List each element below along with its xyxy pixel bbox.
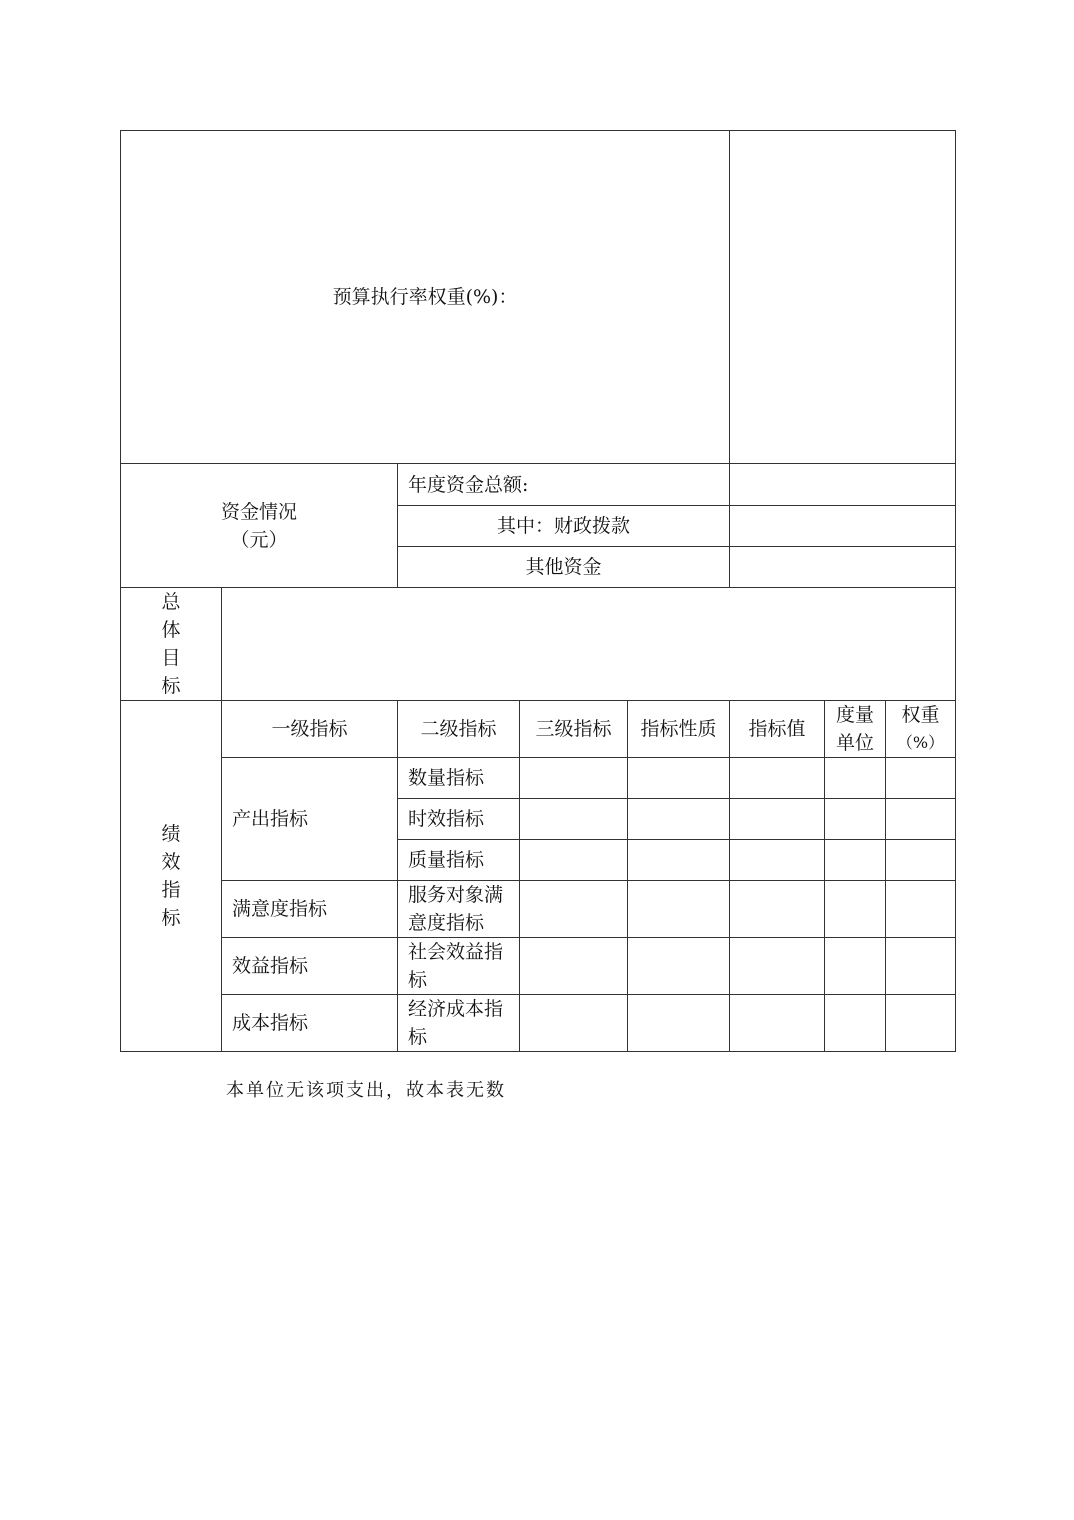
row-output: 产出指标 xyxy=(222,758,398,881)
header-nature: 指标性质 xyxy=(628,701,730,758)
funds-other-label: 其他资金 xyxy=(398,547,730,588)
row-benefit: 效益指标 xyxy=(222,938,398,995)
funds-label-cell xyxy=(121,464,398,588)
header-value: 指标值 xyxy=(730,701,825,758)
funds-total-value xyxy=(730,464,956,506)
overall-goal-label: 总 体 目 标 xyxy=(121,588,222,701)
funds-fiscal-label: 其中：财政拨款 xyxy=(398,506,730,547)
table-row xyxy=(121,938,956,995)
header-weight: 权重 （%） xyxy=(886,701,956,758)
funds-total-label: 年度资金总额: xyxy=(398,464,730,506)
funds-fiscal-value xyxy=(730,506,956,547)
header-level1: 一级指标 xyxy=(222,701,398,758)
table-row xyxy=(121,881,956,938)
row-quality: 质量指标 xyxy=(398,840,520,881)
performance-target-table xyxy=(120,130,956,1052)
funds-label: 资金情况 xyxy=(220,500,297,523)
row-cost: 成本指标 xyxy=(222,995,398,1052)
budget-weight-cell xyxy=(121,131,730,464)
row-timeliness: 时效指标 xyxy=(398,799,520,840)
row-social-benefit: 社会效益指标 xyxy=(398,938,520,995)
overall-goal-value xyxy=(222,588,956,701)
funds-other-value xyxy=(730,547,956,588)
header-unit: 度量 单位 xyxy=(825,701,886,758)
row-service-satisfaction: 服务对象满意度指标 xyxy=(398,881,520,938)
no-data-note: 本单位无该项支出，故本表无数 xyxy=(226,1080,506,1101)
table-row xyxy=(121,758,956,799)
budget-weight-value-cell xyxy=(730,131,956,464)
header-level3: 三级指标 xyxy=(520,701,628,758)
table-row xyxy=(121,995,956,1052)
row-quantity: 数量指标 xyxy=(398,758,520,799)
header-level2: 二级指标 xyxy=(398,701,520,758)
performance-indicator-label: 绩 效 指 标 xyxy=(121,701,222,1052)
row-economic-cost: 经济成本指标 xyxy=(398,995,520,1052)
funds-unit: （元） xyxy=(230,528,288,551)
row-satisfaction: 满意度指标 xyxy=(222,881,398,938)
budget-weight-label: 预算执行率权重(%)： xyxy=(332,286,518,308)
